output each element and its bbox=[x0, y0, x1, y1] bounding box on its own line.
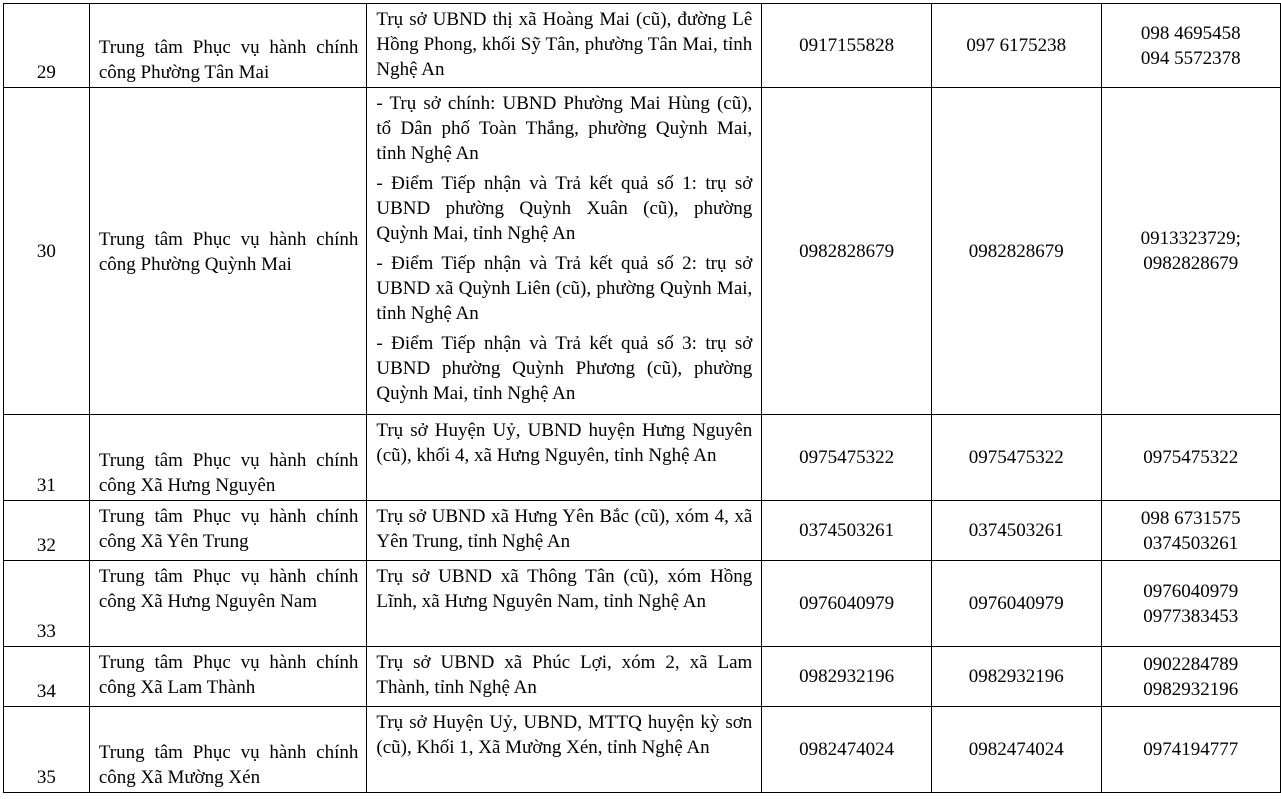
phone-number: 0974194777 bbox=[1143, 739, 1239, 760]
address-paragraph: Trụ sở Huyện Uỷ, UBND, MTTQ huyện kỳ sơn (cũ), Khối 1, Xã Mường Xén, tỉnh Nghệ An bbox=[376, 712, 753, 758]
phone-1: 0976040979 bbox=[762, 561, 932, 647]
service-center-table bbox=[3, 3, 1281, 793]
center-address bbox=[367, 4, 762, 88]
center-name: Trung tâm Phục vụ hành chính công Xã Lam Thành bbox=[89, 647, 367, 707]
center-address bbox=[367, 415, 762, 501]
center-address bbox=[367, 561, 762, 647]
row-number: 29 bbox=[4, 4, 90, 88]
phone-1: 0975475322 bbox=[762, 415, 932, 501]
address-paragraph: Trụ sở UBND xã Thông Tân (cũ), xóm Hồng Lĩnh, xã Hưng Nguyên Nam, tỉnh Nghệ An bbox=[376, 566, 753, 612]
phone-1: 0374503261 bbox=[762, 501, 932, 561]
phone-3 bbox=[1101, 707, 1280, 793]
phone-number: 0976040979 bbox=[1143, 580, 1239, 602]
phone-number: 094 5572378 bbox=[1140, 47, 1241, 69]
phone-1: 0982474024 bbox=[762, 707, 932, 793]
phone-2: 0982828679 bbox=[931, 88, 1101, 415]
row-number: 30 bbox=[4, 88, 90, 415]
table-row bbox=[4, 4, 1281, 88]
phone-2: 0976040979 bbox=[931, 561, 1101, 647]
address-paragraph: Trụ sở UBND thị xã Hoàng Mai (cũ), đường Lê Hồng Phong, khối Sỹ Tân, phường Tân Mai, tỉnh Nghệ An bbox=[376, 9, 753, 80]
center-address bbox=[367, 88, 762, 415]
phone-2: 0374503261 bbox=[931, 501, 1101, 561]
table-row bbox=[4, 647, 1281, 707]
address-paragraph: - Điểm Tiếp nhận và Trả kết quả số 1: trụ sở UBND phường Quỳnh Xuân (cũ), phường Quỳnh Mai, tỉnh Nghệ An bbox=[376, 173, 753, 244]
phone-3 bbox=[1101, 501, 1280, 561]
center-address bbox=[367, 707, 762, 793]
center-address bbox=[367, 647, 762, 707]
center-address bbox=[367, 501, 762, 561]
address-paragraph: Trụ sở UBND xã Phúc Lợi, xóm 2, xã Lam Thành, tỉnh Nghệ An bbox=[376, 652, 753, 698]
row-number: 35 bbox=[4, 707, 90, 793]
phone-2: 0975475322 bbox=[931, 415, 1101, 501]
phone-number: 0982932196 bbox=[1143, 678, 1239, 700]
phone-number: 0913323729; bbox=[1140, 228, 1241, 249]
phone-number: 098 6731575 bbox=[1140, 507, 1241, 529]
phone-3 bbox=[1101, 561, 1280, 647]
center-name: Trung tâm Phục vụ hành chính công Xã Mường Xén bbox=[89, 707, 367, 793]
phone-3 bbox=[1101, 415, 1280, 501]
phone-3 bbox=[1101, 647, 1280, 707]
center-name: Trung tâm Phục vụ hành chính công Phường Tân Mai bbox=[89, 4, 367, 88]
phone-3 bbox=[1101, 4, 1280, 88]
row-number: 33 bbox=[4, 561, 90, 647]
phone-1: 0982932196 bbox=[762, 647, 932, 707]
address-paragraph: Trụ sở Huyện Uỷ, UBND huyện Hưng Nguyên (cũ), khối 4, xã Hưng Nguyên, tỉnh Nghệ An bbox=[376, 420, 753, 466]
phone-number: 098 4695458 bbox=[1140, 22, 1241, 44]
address-paragraph: - Điểm Tiếp nhận và Trả kết quả số 2: trụ sở UBND xã Quỳnh Liên (cũ), phường Quỳnh Mai, tỉnh Nghệ An bbox=[376, 253, 753, 324]
phone-number: 0374503261 bbox=[1143, 532, 1239, 554]
phone-2: 097 6175238 bbox=[931, 4, 1101, 88]
address-paragraph: Trụ sở UBND xã Hưng Yên Bắc (cũ), xóm 4, xã Yên Trung, tỉnh Nghệ An bbox=[376, 506, 753, 552]
phone-number: 0902284789 bbox=[1143, 653, 1239, 675]
phone-number: 0977383453 bbox=[1143, 605, 1239, 627]
table-row bbox=[4, 561, 1281, 647]
phone-3 bbox=[1101, 88, 1280, 415]
center-name: Trung tâm Phục vụ hành chính công Phường Quỳnh Mai bbox=[89, 88, 367, 415]
phone-number: 0982828679 bbox=[1143, 253, 1239, 274]
center-name: Trung tâm Phục vụ hành chính công Xã Hưng Nguyên Nam bbox=[89, 561, 367, 647]
row-number: 32 bbox=[4, 501, 90, 561]
center-name: Trung tâm Phục vụ hành chính công Xã Hưng Nguyên bbox=[89, 415, 367, 501]
phone-2: 0982474024 bbox=[931, 707, 1101, 793]
address-paragraph: - Điểm Tiếp nhận và Trả kết quả số 3: trụ sở UBND phường Quỳnh Phương (cũ), phường Quỳnh Mai, tỉnh Nghệ An bbox=[376, 333, 753, 404]
table-row bbox=[4, 707, 1281, 793]
row-number: 34 bbox=[4, 647, 90, 707]
row-number: 31 bbox=[4, 415, 90, 501]
center-name: Trung tâm Phục vụ hành chính công Xã Yên Trung bbox=[89, 501, 367, 561]
address-paragraph: - Trụ sở chính: UBND Phường Mai Hùng (cũ), tổ Dân phố Toàn Thắng, phường Quỳnh Mai, tỉnh Nghệ An bbox=[376, 93, 753, 164]
phone-number: 0975475322 bbox=[1143, 447, 1239, 468]
phone-2: 0982932196 bbox=[931, 647, 1101, 707]
phone-1: 0917155828 bbox=[762, 4, 932, 88]
table-row bbox=[4, 415, 1281, 501]
table-row bbox=[4, 88, 1281, 415]
table-row bbox=[4, 501, 1281, 561]
phone-1: 0982828679 bbox=[762, 88, 932, 415]
